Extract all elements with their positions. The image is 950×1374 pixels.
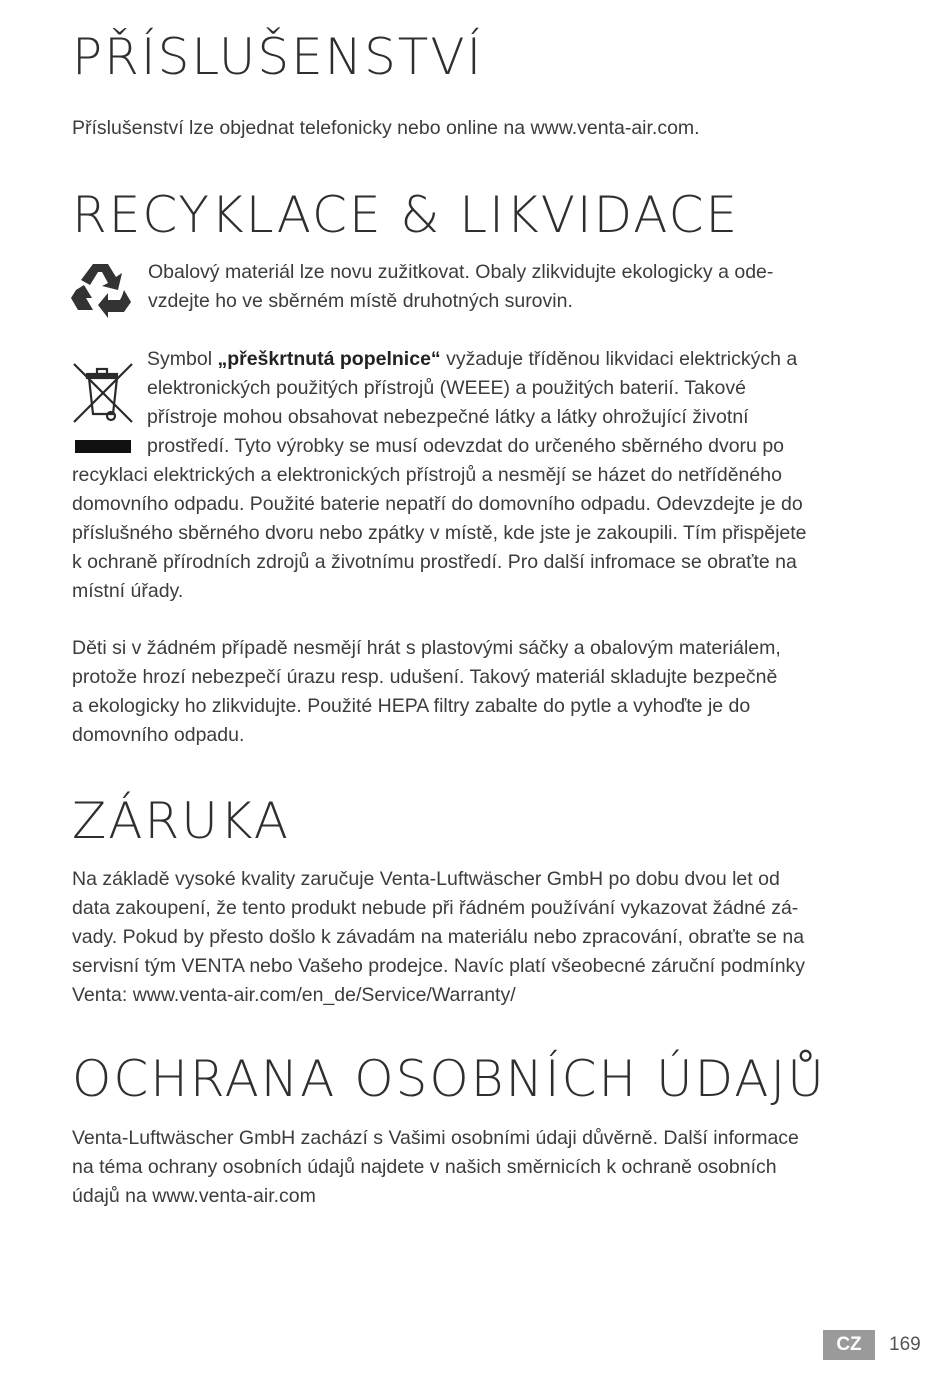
weee-line-9: místní úřady. [72,580,184,602]
recycle-icon [70,260,132,320]
accessories-heading: PŘÍSLUŠENSTVÍ [72,28,484,86]
warranty-heading: ZÁRUKA [72,792,290,850]
privacy-line-2: na téma ochrany osobních údajů najdete v našich směrnicích k ochraně osobních [72,1156,777,1178]
weee-line-5: recyklaci elektrických a elektronických přístrojů a nesmějí se házet do netříděného [72,464,782,486]
warranty-line-4: servisní tým VENTA nebo Vašeho prodejce. Navíc platí všeobecné záruční podmínky [72,955,806,977]
warranty-line-3: vady. Pokud by přesto došlo k závadám na materiálu nebo zpracování, obraťte se na [72,926,805,948]
privacy-line-1: Venta-Luftwäscher GmbH zachází s Vašimi osobními údaji důvěrně. Další informace [72,1127,799,1149]
privacy-line-3: údajů na www.venta-air.com [72,1185,316,1207]
page-number: 169 [889,1334,921,1355]
crossed-bin-icon [70,360,136,456]
weee-line-8: k ochraně přírodních zdrojů a životnímu prostředí. Pro další infromace se obraťte na [72,551,797,573]
weee-line-4: prostředí. Tyto výrobky se musí odevzdat do určeného sběrného dvoru po [147,435,785,457]
warranty-line-5: Venta: www.venta-air.com/en_de/Service/Warranty/ [72,984,516,1006]
warranty-line-1: Na základě vysoké kvality zaručuje Venta-Luftwäscher GmbH po dobu dvou let od [72,868,780,890]
weee-line-6: domovního odpadu. Použité baterie nepatří do domovního odpadu. Odevzdejte je do [72,493,803,515]
weee-line-2: elektronických použitých přístrojů (WEEE) a použitých baterií. Takové [147,377,746,399]
children-line-2: protože hrozí nebezpečí úrazu resp. udušení. Takový materiál skladujte bezpečně [72,666,778,688]
accessories-text: Příslušenství lze objednat telefonicky nebo online na www.venta-air.com. [72,117,700,139]
packaging-line-1: Obalový materiál lze novu zužitkovat. Obaly zlikvidujte ekologicky a ode- [148,261,774,283]
recycling-heading: RECYKLACE & LIKVIDACE [72,186,740,244]
weee-symbol-name: „přeškrtnutá popelnice“ [217,348,441,370]
weee-line-1: Symbol „přeškrtnutá popelnice“ vyžaduje tříděnou likvidaci elektrických a [147,348,798,370]
warranty-line-2: data zakoupení, že tento produkt nebude při řádném používání vykazovat žádné zá- [72,897,799,919]
language-badge: CZ [823,1330,875,1360]
children-line-3: a ekologicky ho zlikvidujte. Použité HEPA filtry zabalte do pytle a vyhoďte je do [72,695,751,717]
children-line-4: domovního odpadu. [72,724,245,746]
weee-line-7: příslušného sběrného dvoru nebo zpátky v místě, kde jste je zakoupili. Tím přispějete [72,522,807,544]
weee-line-3: přístroje mohou obsahovat nebezpečné látky a látky ohrožující životní [147,406,749,428]
privacy-heading: OCHRANA OSOBNÍCH ÚDAJŮ [72,1050,826,1108]
packaging-line-2: vzdejte ho ve sběrném místě druhotných surovin. [148,290,573,312]
children-line-1: Děti si v žádném případě nesmějí hrát s plastovými sáčky a obalovým materiálem, [72,637,781,659]
